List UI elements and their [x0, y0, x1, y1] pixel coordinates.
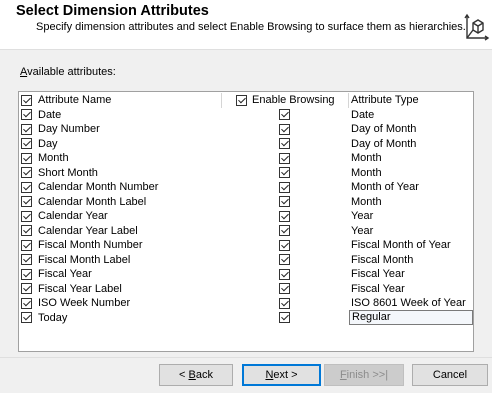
cancel-button[interactable]: Cancel [412, 364, 488, 386]
enable-browsing-checkbox[interactable] [279, 254, 290, 265]
attribute-type: Year [351, 210, 374, 223]
attribute-checkbox[interactable] [21, 283, 32, 294]
attribute-name-cell[interactable] [19, 224, 222, 239]
attribute-type-cell[interactable] [349, 151, 473, 166]
enable-browsing-cell[interactable] [222, 122, 349, 137]
available-attributes-label: Available attributes: [20, 66, 116, 78]
enable-browsing-checkbox[interactable] [279, 167, 290, 178]
attribute-name: ISO Week Number [38, 297, 131, 310]
finish-button[interactable]: F inish >>| [324, 364, 404, 386]
attribute-type: Fiscal Month of Year [351, 239, 451, 252]
table-row[interactable] [19, 209, 473, 224]
attribute-checkbox[interactable] [21, 269, 32, 280]
enable-browsing-checkbox[interactable] [279, 138, 290, 149]
attribute-name-cell[interactable] [19, 296, 222, 311]
enable-browsing-cell[interactable] [222, 267, 349, 282]
attribute-name: Short Month [38, 166, 98, 179]
table-row[interactable] [19, 267, 473, 282]
attribute-name-cell[interactable] [19, 195, 222, 210]
attribute-type-header[interactable]: Attribute Type [351, 94, 419, 107]
table-row[interactable] [19, 166, 473, 181]
attribute-checkbox[interactable] [21, 312, 32, 323]
table-row[interactable] [19, 137, 473, 152]
attribute-name-cell[interactable] [19, 180, 222, 195]
next-button[interactable]: N ext > [242, 364, 321, 386]
enable-browsing-header[interactable]: Enable Browsing [222, 93, 349, 108]
attribute-checkbox[interactable] [21, 225, 32, 236]
attribute-name: Fiscal Month Label [38, 253, 131, 266]
enable-browsing-checkbox[interactable] [279, 283, 290, 294]
enable-browsing-cell[interactable] [222, 224, 349, 239]
attribute-type-cell[interactable] [349, 166, 473, 181]
table-row[interactable] [19, 122, 473, 137]
attribute-name-cell[interactable] [19, 166, 222, 181]
enable-browsing-checkbox[interactable] [279, 211, 290, 222]
attribute-name: Today [38, 311, 68, 324]
attribute-name: Calendar Month Label [38, 195, 147, 208]
attribute-name-cell[interactable] [19, 238, 222, 253]
attribute-name-cell[interactable] [19, 311, 222, 326]
table-row[interactable] [19, 195, 473, 210]
attribute-type: Fiscal Year [351, 268, 405, 281]
enable-browsing-checkbox[interactable] [279, 153, 290, 164]
table-row[interactable] [19, 296, 473, 311]
attribute-type-cell[interactable] [349, 122, 473, 137]
enable-browsing-cell[interactable] [222, 282, 349, 297]
attribute-checkbox[interactable] [21, 254, 32, 265]
attribute-type-cell[interactable] [349, 108, 473, 123]
enable-browsing-cell[interactable] [222, 108, 349, 123]
attribute-name: Day [38, 137, 58, 150]
table-row[interactable] [19, 108, 473, 123]
wizard-header [0, 0, 492, 50]
attribute-name: Calendar Year Label [38, 224, 138, 237]
attribute-type: Month [351, 195, 382, 208]
enable-browsing-checkbox[interactable] [279, 109, 290, 120]
attribute-type: Month [351, 152, 382, 165]
attribute-name: Date [38, 108, 62, 121]
table-row[interactable] [19, 311, 473, 326]
attribute-name-cell[interactable] [19, 151, 222, 166]
attribute-name: Month [38, 152, 69, 165]
attribute-type: Date [351, 108, 375, 121]
enable-browsing-cell[interactable] [222, 238, 349, 253]
attribute-name: Day Number [38, 123, 100, 136]
attribute-type-cell[interactable] [349, 310, 473, 325]
attribute-name-cell[interactable] [19, 108, 222, 123]
table-row[interactable] [19, 238, 473, 253]
attribute-name-cell[interactable] [19, 122, 222, 137]
enable-browsing-cell[interactable] [222, 166, 349, 181]
attribute-type: Month of Year [351, 181, 419, 194]
back-button[interactable]: < B ack [159, 364, 233, 386]
enable-browsing-checkbox[interactable] [279, 312, 290, 323]
enable-browsing-cell[interactable] [222, 151, 349, 166]
attribute-type-cell[interactable] [349, 282, 473, 297]
attribute-name-cell[interactable] [19, 209, 222, 224]
attribute-checkbox[interactable] [21, 196, 32, 207]
attribute-name-header[interactable]: Attribute Name [19, 93, 222, 108]
enable-browsing-checkbox[interactable] [279, 124, 290, 135]
attribute-checkbox[interactable] [21, 240, 32, 251]
attribute-name-cell[interactable] [19, 282, 222, 297]
enable-browsing-checkbox[interactable] [279, 182, 290, 193]
attribute-type: Day of Month [351, 123, 417, 136]
footer-divider [0, 357, 492, 358]
enable-browsing-checkbox[interactable] [279, 225, 290, 236]
attribute-type-cell[interactable] [349, 267, 473, 282]
enable-browsing-checkbox[interactable] [279, 240, 290, 251]
table-row[interactable] [19, 282, 473, 297]
attribute-checkbox[interactable] [21, 138, 32, 149]
attribute-type: ISO 8601 Week of Year [351, 297, 466, 310]
table-row[interactable] [19, 224, 473, 239]
enable-browsing-cell[interactable] [222, 253, 349, 268]
attribute-checkbox[interactable] [21, 167, 32, 178]
enable-browsing-checkbox[interactable] [279, 298, 290, 309]
attribute-type-cell[interactable] [349, 209, 473, 224]
enable-browsing-checkbox[interactable] [279, 269, 290, 280]
attribute-checkbox[interactable] [21, 211, 32, 222]
page-title: Select Dimension Attributes [16, 3, 209, 19]
attribute-type-cell[interactable] [349, 195, 473, 210]
attribute-name: Calendar Month Number [38, 181, 159, 194]
enable-browsing-cell[interactable] [222, 209, 349, 224]
attribute-name: Fiscal Month Number [38, 239, 143, 252]
enable-browsing-checkbox[interactable] [279, 196, 290, 207]
attribute-checkbox[interactable] [21, 182, 32, 193]
cube-wizard-icon [464, 11, 490, 41]
attribute-checkbox[interactable] [21, 109, 32, 120]
attribute-type-cell[interactable] [349, 296, 473, 311]
table-row[interactable] [19, 151, 473, 166]
attribute-type-cell[interactable] [349, 238, 473, 253]
enable-browsing-cell[interactable] [222, 180, 349, 195]
select-all-checkbox[interactable] [21, 95, 32, 106]
enable-browsing-cell[interactable] [222, 311, 349, 326]
attribute-name: Calendar Year [38, 210, 108, 223]
enable-browsing-cell[interactable] [222, 296, 349, 311]
table-row[interactable] [19, 180, 473, 195]
attribute-type-cell[interactable] [349, 253, 473, 268]
grid-header-row [19, 93, 473, 108]
attribute-type-cell[interactable] [349, 137, 473, 152]
attribute-checkbox[interactable] [21, 153, 32, 164]
attribute-name-cell[interactable] [19, 267, 222, 282]
page-subtitle: Specify dimension attributes and select Enable Browsing to surface them as hierarchies. [36, 21, 466, 33]
enable-browsing-all-checkbox[interactable] [236, 95, 247, 106]
attribute-type: Day of Month [351, 137, 417, 150]
attributes-grid[interactable] [18, 91, 474, 352]
attribute-name-cell[interactable] [19, 253, 222, 268]
attribute-name: Fiscal Year [38, 268, 92, 281]
attribute-name: Fiscal Year Label [38, 282, 122, 295]
attribute-type-cell[interactable] [349, 180, 473, 195]
attribute-checkbox[interactable] [21, 298, 32, 309]
attribute-checkbox[interactable] [21, 124, 32, 135]
attribute-type: Regular [352, 311, 391, 323]
enable-browsing-cell[interactable] [222, 137, 349, 152]
attribute-name-cell[interactable] [19, 137, 222, 152]
attribute-type: Fiscal Month [351, 253, 414, 266]
attribute-type: Year [351, 224, 374, 237]
table-row[interactable] [19, 253, 473, 268]
enable-browsing-cell[interactable] [222, 195, 349, 210]
attribute-type: Fiscal Year [351, 282, 405, 295]
attribute-type-cell[interactable] [349, 224, 473, 239]
attribute-type: Month [351, 166, 382, 179]
